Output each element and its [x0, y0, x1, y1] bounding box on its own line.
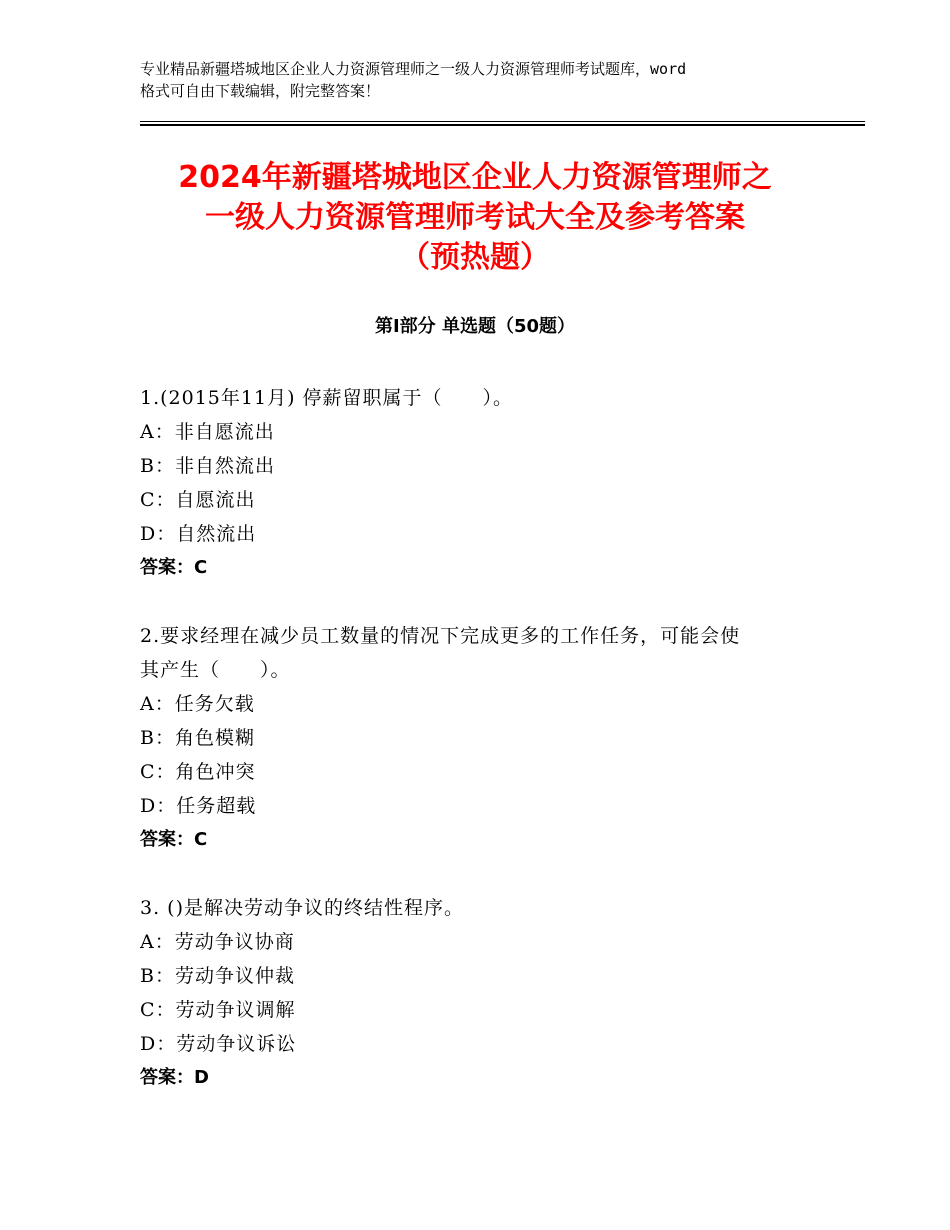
- question-text-line: 3. ()是解决劳动争议的终结性程序。: [140, 897, 464, 919]
- option-c: C：角色冲突: [140, 761, 256, 783]
- question-text-line: 其产生（ ）。: [140, 659, 291, 681]
- question-text-line: 2.要求经理在减少员工数量的情况下完成更多的工作任务，可能会使: [140, 625, 741, 647]
- option-b: B：角色模糊: [140, 727, 255, 749]
- title-line: 一级人力资源管理师考试大全及参考答案: [205, 200, 745, 235]
- option-b: B：劳动争议仲裁: [140, 965, 295, 987]
- question-text: [140, 381, 830, 415]
- question-list: [140, 381, 830, 1129]
- question-text: [140, 619, 830, 687]
- question-text: [140, 891, 830, 925]
- header-divider-thick: [140, 124, 865, 126]
- title-line: 2024年新疆塔城地区企业人力资源管理师之: [178, 160, 772, 195]
- header-note: [140, 58, 840, 102]
- answer-label: 答案：C: [140, 557, 208, 578]
- question-item: [140, 619, 830, 857]
- option-d: D：劳动争议诉讼: [140, 1033, 297, 1055]
- header-note-line: 专业精品新疆塔城地区企业人力资源管理师之一级人力资源管理师考试题库，word: [140, 60, 687, 78]
- option-a: A：劳动争议协商: [140, 931, 295, 953]
- answer-label: 答案：D: [140, 1067, 209, 1088]
- question-item: [140, 891, 830, 1095]
- option-d: D：自然流出: [140, 523, 257, 545]
- document-title: [100, 158, 850, 278]
- header-note-line: 格式可自由下载编辑，附完整答案！: [140, 82, 381, 100]
- header-divider-thin: [140, 121, 865, 122]
- section-title: 第Ⅰ部分 单选题（50题）: [374, 316, 575, 337]
- option-a: A：非自愿流出: [140, 421, 275, 443]
- title-line: （预热题）: [400, 240, 550, 275]
- answer-label: 答案：C: [140, 829, 208, 850]
- option-a: A：任务欠载: [140, 693, 255, 715]
- option-c: C：自愿流出: [140, 489, 256, 511]
- option-d: D：任务超载: [140, 795, 257, 817]
- question-item: [140, 381, 830, 585]
- question-text-line: 1.(2015年11月) 停薪留职属于（ ）。: [140, 387, 514, 409]
- option-b: B：非自然流出: [140, 455, 275, 477]
- option-c: C：劳动争议调解: [140, 999, 296, 1021]
